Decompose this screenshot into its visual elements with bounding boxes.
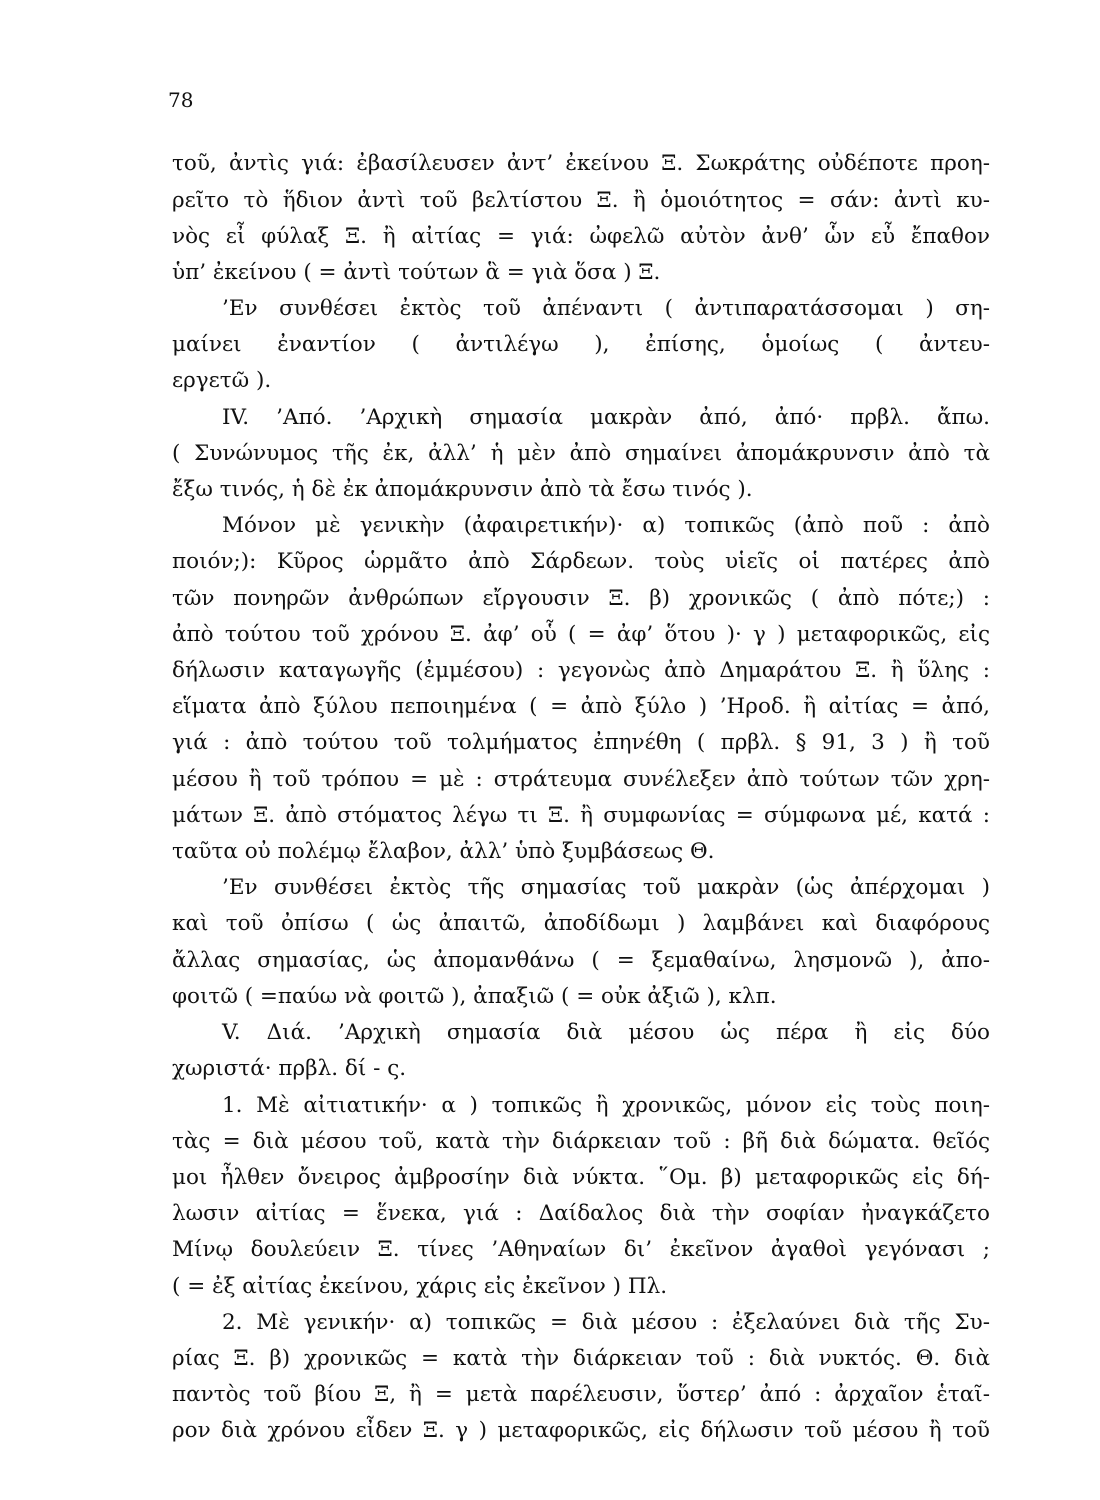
text-line: 2. Μὲ γενικήν· α) τοπικῶς = διὰ μέσου : ἐξελαύνει διὰ τῆς Συ- [222,1310,990,1335]
text-line: ἄλλας σημασίας, ὡς ἀπομανθάνω ( = ξεμαθαίνω, λησμονῶ ), ἀπο- [172,948,990,973]
text-line: τοῦ, ἀντὶς γιά: ἐβασίλευσεν ἀντ’ ἐκείνου Ξ. Σωκράτης οὐδέποτε προη- [172,151,990,176]
text-line: μαίνει ἐναντίον ( ἀντιλέγω ), ἐπίσης, ὁμοίως ( ἀντευ- [172,332,990,357]
text-line: ποιόν;): Κῦρος ὡρμᾶτο ἀπὸ Σάρδεων. τοὺς υἱεῖς οἱ πατέρες ἀπὸ [172,549,990,574]
text-line: ρίας Ξ. β) χρονικῶς = κατὰ τὴν διάρκειαν τοῦ : διὰ νυκτός. Θ. διὰ [172,1346,990,1371]
text-line: 1. Μὲ αἰτιατικήν· α ) τοπικῶς ἢ χρονικῶς, μόνον εἰς τοὺς ποιη- [222,1093,990,1118]
text-line: IV. ’Από. ’Αρχικὴ σημασία μακρὰν ἀπό, ἀπό· πρβλ. ἄπω. [222,405,990,430]
text-line: ( = ἐξ αἰτίας ἐκείνου, χάρις εἰς ἐκεῖνον ) Πλ. [172,1274,668,1299]
text-line: τῶν πονηρῶν ἀνθρώπων εἴργουσιν Ξ. β) χρονικῶς ( ἀπὸ πότε;) : [172,586,990,611]
text-line: παντὸς τοῦ βίου Ξ, ἢ = μετὰ παρέλευσιν, ὕστερ’ ἀπό : ἀρχαῖον ἑταῖ- [172,1382,990,1407]
text-line: ρεῖτο τὸ ἥδιον ἀντὶ τοῦ βελτίστου Ξ. ἢ ὁμοιότητος = σάν: ἀντὶ κυ- [172,188,990,213]
text-line: ( Συνώνυμος τῆς ἐκ, ἀλλ’ ἡ μὲν ἀπὸ σημαίνει ἀπομάκρυνσιν ἀπὸ τὰ [172,441,990,466]
text-line: νὸς εἶ φύλαξ Ξ. ἢ αἰτίας = γιά: ὠφελῶ αὐτὸν ἀνθ’ ὧν εὖ ἔπαθον [172,224,990,249]
text-line: δήλωσιν καταγωγῆς (ἐμμέσου) : γεγονὼς ἀπὸ Δημαράτου Ξ. ἢ ὕλης : [172,658,990,683]
text-line: ἀπὸ τούτου τοῦ χρόνου Ξ. ἀφ’ οὗ ( = ἀφ’ ὅτου )· γ ) μεταφορικῶς, εἰς [172,622,990,647]
text-line: γιά : ἀπὸ τούτου τοῦ τολμήματος ἐπηνέθη ( πρβλ. § 91, 3 ) ἢ τοῦ [172,730,990,755]
text-line: V. Διά. ’Αρχικὴ σημασία διὰ μέσου ὡς πέρα ἢ εἰς δύο [222,1020,990,1045]
text-line: ’Εν συνθέσει ἐκτὸς τῆς σημασίας τοῦ μακρὰν (ὡς ἀπέρχομαι ) [222,875,990,900]
text-line: μέσου ἢ τοῦ τρόπου = μὲ : στράτευμα συνέλεξεν ἀπὸ τούτων τῶν χρη- [172,767,990,792]
page-number: 78 [168,88,194,112]
text-line: εργετῶ ). [172,368,272,393]
text-line: ἔξω τινός, ἡ δὲ ἐκ ἀπομάκρυνσιν ἀπὸ τὰ ἔσω τινός ). [172,477,753,502]
text-line: λωσιν αἰτίας = ἕνεκα, γιά : Δαίδαλος διὰ τὴν σοφίαν ἠναγκάζετο [172,1201,990,1226]
text-line: καὶ τοῦ ὀπίσω ( ὡς ἀπαιτῶ, ἀποδίδωμι ) λαμβάνει καὶ διαφόρους [172,911,990,936]
text-line: ταῦτα οὐ πολέμῳ ἔλαβον, ἀλλ’ ὑπὸ ξυμβάσεως Θ. [172,839,715,864]
text-line: φοιτῶ ( =παύω νὰ φοιτῶ ), ἀπαξιῶ ( = οὐκ ἀξιῶ ), κλπ. [172,984,777,1009]
text-line: μοι ἦλθεν ὄνειρος ἀμβροσίην διὰ νύκτα. ῞Ομ. β) μεταφορικῶς εἰς δή- [172,1165,990,1190]
text-line: χωριστά· πρβλ. δί - ς. [172,1056,407,1081]
text-line: Μίνῳ δουλεύειν Ξ. τίνες ’Αθηναίων δι’ ἐκεῖνον ἀγαθοὶ γεγόνασι ; [172,1237,990,1262]
text-line: εἵματα ἀπὸ ξύλου πεποιημένα ( = ἀπὸ ξύλο ) ’Ηροδ. ἢ αἰτίας = ἀπό, [172,694,990,719]
text-line: ’Εν συνθέσει ἐκτὸς τοῦ ἀπέναντι ( ἀντιπαρατάσσομαι ) ση- [222,296,990,321]
text-line: μάτων Ξ. ἀπὸ στόματος λέγω τι Ξ. ἢ συμφωνίας = σύμφωνα μέ, κατά : [172,803,990,828]
text-line: τὰς = διὰ μέσου τοῦ, κατὰ τὴν διάρκειαν τοῦ : βῆ διὰ δώματα. θεῖός [172,1129,990,1154]
text-line: ρον διὰ χρόνου εἶδεν Ξ. γ ) μεταφορικῶς, εἰς δήλωσιν τοῦ μέσου ἢ τοῦ [172,1418,990,1443]
text-line: ὑπ’ ἐκείνου ( = ἀντὶ τούτων ἃ = γιὰ ὅσα ) Ξ. [172,260,661,285]
text-line: Μόνον μὲ γενικὴν (ἀφαιρετικήν)· α) τοπικῶς (ἀπὸ ποῦ : ἀπὸ [222,513,990,538]
